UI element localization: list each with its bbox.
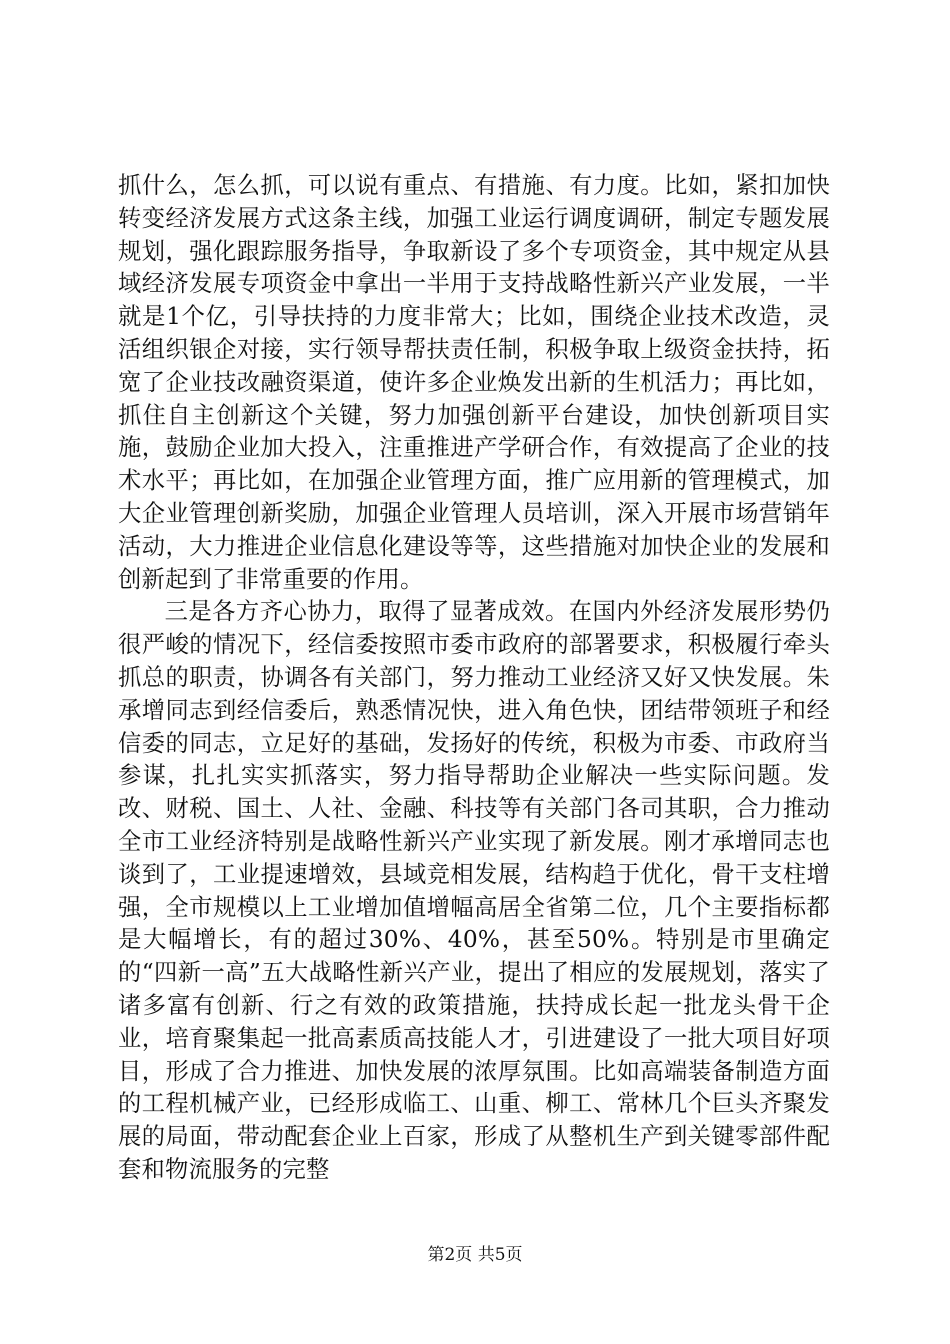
paragraph-continued: 抓什么，怎么抓，可以说有重点、有措施、有力度。比如，紧扣加快转变经济发展方式这条主线，加强工业运行调度调研，制定专题发展规划，强化跟踪服务指导，争取新设了多个专项资金，其中规定从县域经济发展专项资金中拿出一半用于支持战略性新兴产业发展，一半就是1个亿，引导扶持的力度非常大；比如，围绕企业技术改造，灵活组织银企对接，实行领导帮扶责任制，积极争取上级资金扶持，拓宽了企业技改融资渠道，使许多企业焕发出新的生机活力；再比如，抓住自主创新这个关键，努力加强创新平台建设，加快创新项目实施，鼓励企业加大投入，注重推进产学研合作，有效提高了企业的技术水平；再比如，在加强企业管理方面，推广应用新的管理模式，加大企业管理创新奖励，加强企业管理人员培训，深入开展市场营销年活动，大力推进企业信息化建设等等，这些措施对加快企业的发展和创新起到了非常重要的作用。 [118, 172, 830, 593]
paragraph-three-results: 三是各方齐心协力，取得了显著成效。在国内外经济发展形势仍很严峻的情况下，经信委按照市委市政府的部署要求，积极履行牵头抓总的职责，协调各有关部门，努力推动工业经济又好又快发展。朱承增同志到经信委后，熟悉情况快，进入角色快，团结带领班子和经信委的同志，立足好的基础，发扬好的传统，积极为市委、市政府当参谋，扎扎实实抓落实，努力指导帮助企业解决一些实际问题。发改、财税、国土、人社、金融、科技等有关部门各司其职，合力推动全市工业经济特别是战略性新兴产业实现了新发展。刚才承增同志也谈到了，工业提速增效，县域竞相发展，结构趋于优化，骨干支柱增强，全市规模以上工业增加值增幅高居全省第二位，几个主要指标都是大幅增长，有的超过30%、40%，甚至50%。特别是市里确定的“四新一高”五大战略性新兴产业，提出了相应的发展规划，落实了诸多富有创新、行之有效的政策措施，扶持成长起一批龙头骨干企业，培育聚集起一批高素质高技能人才，引进建设了一批大项目好项目，形成了合力推进、加快发展的浓厚氛围。比如高端装备制造方面的工程机械产业，已经形成临工、山重、柳工、常林几个巨头齐聚发展的局面，带动配套企业上百家，形成了从整机生产到关键零部件配套和物流服务的完整 [118, 598, 830, 1183]
page-number-footer: 第2页 共5页 [427, 1245, 523, 1265]
document-body [118, 170, 830, 1187]
